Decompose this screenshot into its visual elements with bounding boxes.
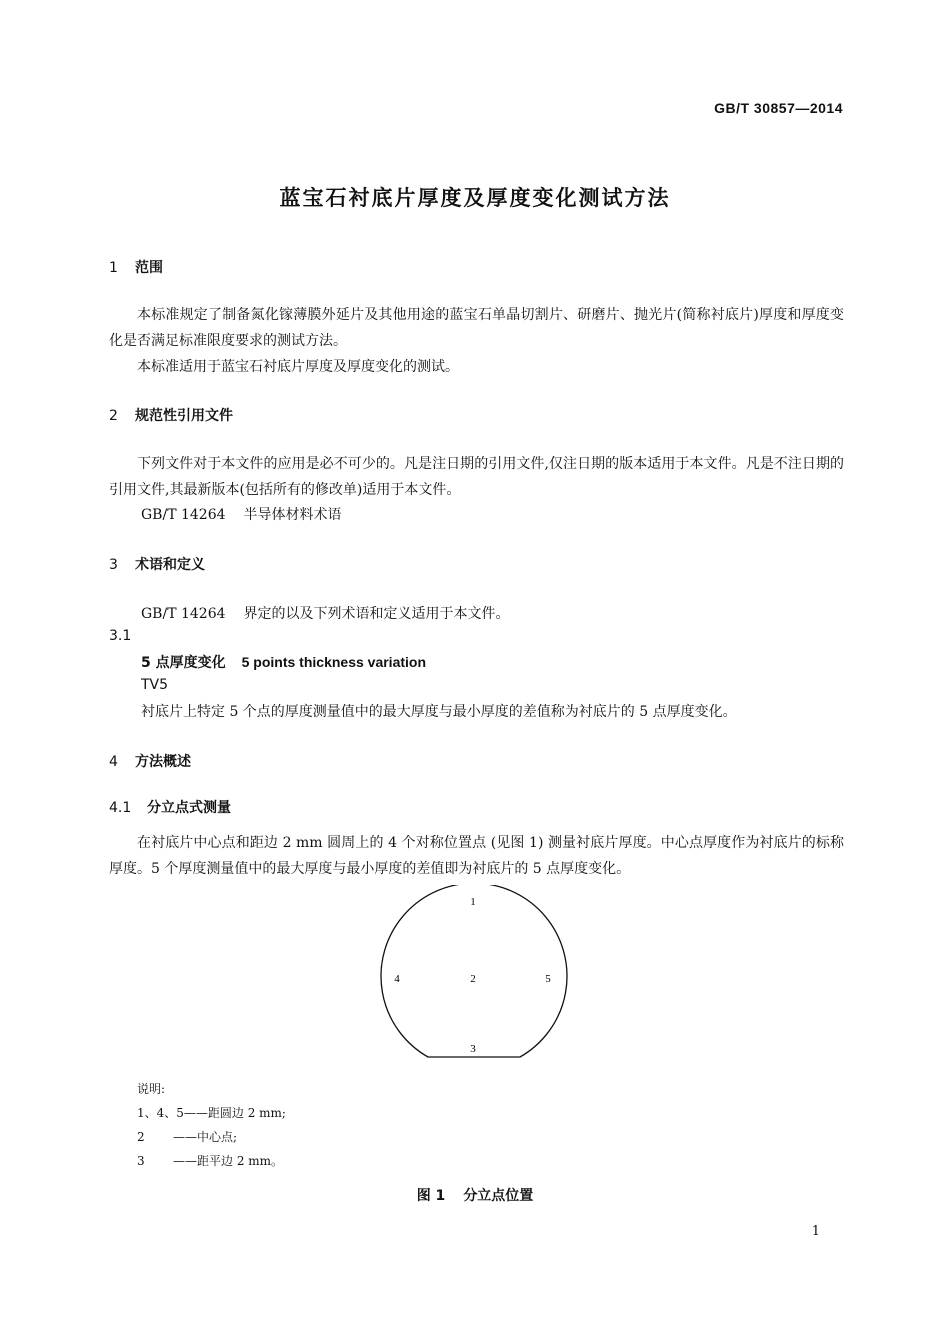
reference-title: 半导体材料术语 — [243, 507, 342, 523]
section-3-intro — [141, 603, 510, 623]
point-5-label: 5 — [545, 973, 551, 985]
wafer-diagram — [370, 885, 580, 1065]
figure-caption — [0, 1185, 950, 1205]
term-chinese: 5 点厚度变化 — [141, 655, 226, 671]
figure-notes — [137, 1077, 286, 1173]
term-heading — [141, 652, 426, 672]
section-4-title: 方法概述 — [135, 754, 191, 770]
note-text: ——中心点; — [173, 1130, 238, 1144]
subsection-4-1-title: 分立点式测量 — [147, 800, 231, 816]
wafer-outline — [381, 885, 567, 1057]
section-1-title: 范围 — [135, 260, 163, 276]
note-key: 1、4、5 — [137, 1106, 184, 1120]
section-4-number: 4 — [109, 754, 118, 770]
clause-3-1-number: 3.1 — [109, 628, 132, 644]
figure-number: 图 1 — [416, 1188, 446, 1204]
note-item — [137, 1101, 286, 1125]
note-item — [137, 1125, 286, 1149]
section-2-heading — [109, 405, 233, 425]
normative-reference — [141, 504, 342, 524]
section-2-body — [109, 451, 844, 503]
section-3-number: 3 — [109, 557, 118, 573]
point-4-label: 4 — [394, 973, 400, 985]
section-3-title: 术语和定义 — [135, 557, 205, 573]
note-text: ——距平边 2 mm。 — [173, 1154, 284, 1168]
reference-code: GB/T 14264 — [141, 507, 226, 523]
section-2-title: 规范性引用文件 — [135, 408, 233, 424]
note-item — [137, 1149, 286, 1173]
section-1-number: 1 — [109, 260, 118, 276]
point-3-label: 3 — [470, 1043, 476, 1055]
point-1-label: 1 — [470, 896, 476, 908]
section-1-paragraph-2: 本标准适用于蓝宝石衬底片厚度及厚度变化的测试。 — [137, 359, 459, 375]
term-english: 5 points thickness variation — [241, 654, 427, 670]
section-1-paragraph-1: 本标准规定了制备氮化镓薄膜外延片及其他用途的蓝宝石单晶切割片、研磨片、抛光片(简称衬底片)厚度和厚度变化是否满足标准限度要求的测试方法。 — [109, 307, 844, 349]
subsection-4-1-heading — [109, 797, 231, 817]
intro-text: 界定的以及下列术语和定义适用于本文件。 — [243, 606, 510, 622]
document-title: 蓝宝石衬底片厚度及厚度变化测试方法 — [279, 186, 671, 210]
section-3-heading — [109, 554, 205, 574]
standard-code: GB/T 30857—2014 — [714, 100, 843, 116]
note-key: 3 — [137, 1154, 145, 1168]
note-text: ——距圆边 2 mm; — [183, 1106, 286, 1120]
section-4-body — [109, 830, 844, 882]
section-1-heading — [109, 257, 163, 277]
notes-title: 说明: — [137, 1082, 166, 1096]
section-4-heading — [109, 751, 191, 771]
section-1-body — [109, 302, 844, 380]
term-definition: 衬底片上特定 5 个点的厚度测量值中的最大厚度与最小厚度的差值称为衬底片的 5 点厚度变化。 — [141, 704, 737, 720]
note-key: 2 — [137, 1130, 145, 1144]
intro-reference-code: GB/T 14264 — [141, 606, 226, 622]
section-2-paragraph-1: 下列文件对于本文件的应用是必不可少的。凡是注日期的引用文件,仅注日期的版本适用于本文件。凡是不注日期的引用文件,其最新版本(包括所有的修改单)适用于本文件。 — [109, 456, 844, 498]
term-abbreviation: TV5 — [141, 677, 169, 693]
section-4-paragraph-1: 在衬底片中心点和距边 2 mm 圆周上的 4 个对称位置点 (见图 1) 测量衬底片厚度。中心点厚度作为衬底片的标称厚度。5 个厚度测量值中的最大厚度与最小厚度的差值即为衬底片的 5 点厚度变化。 — [109, 835, 844, 877]
page-number: 1 — [811, 1224, 820, 1239]
subsection-4-1-number: 4.1 — [109, 800, 132, 816]
section-2-number: 2 — [109, 408, 118, 424]
point-2-label: 2 — [470, 973, 476, 985]
figure-title: 分立点位置 — [463, 1188, 534, 1204]
